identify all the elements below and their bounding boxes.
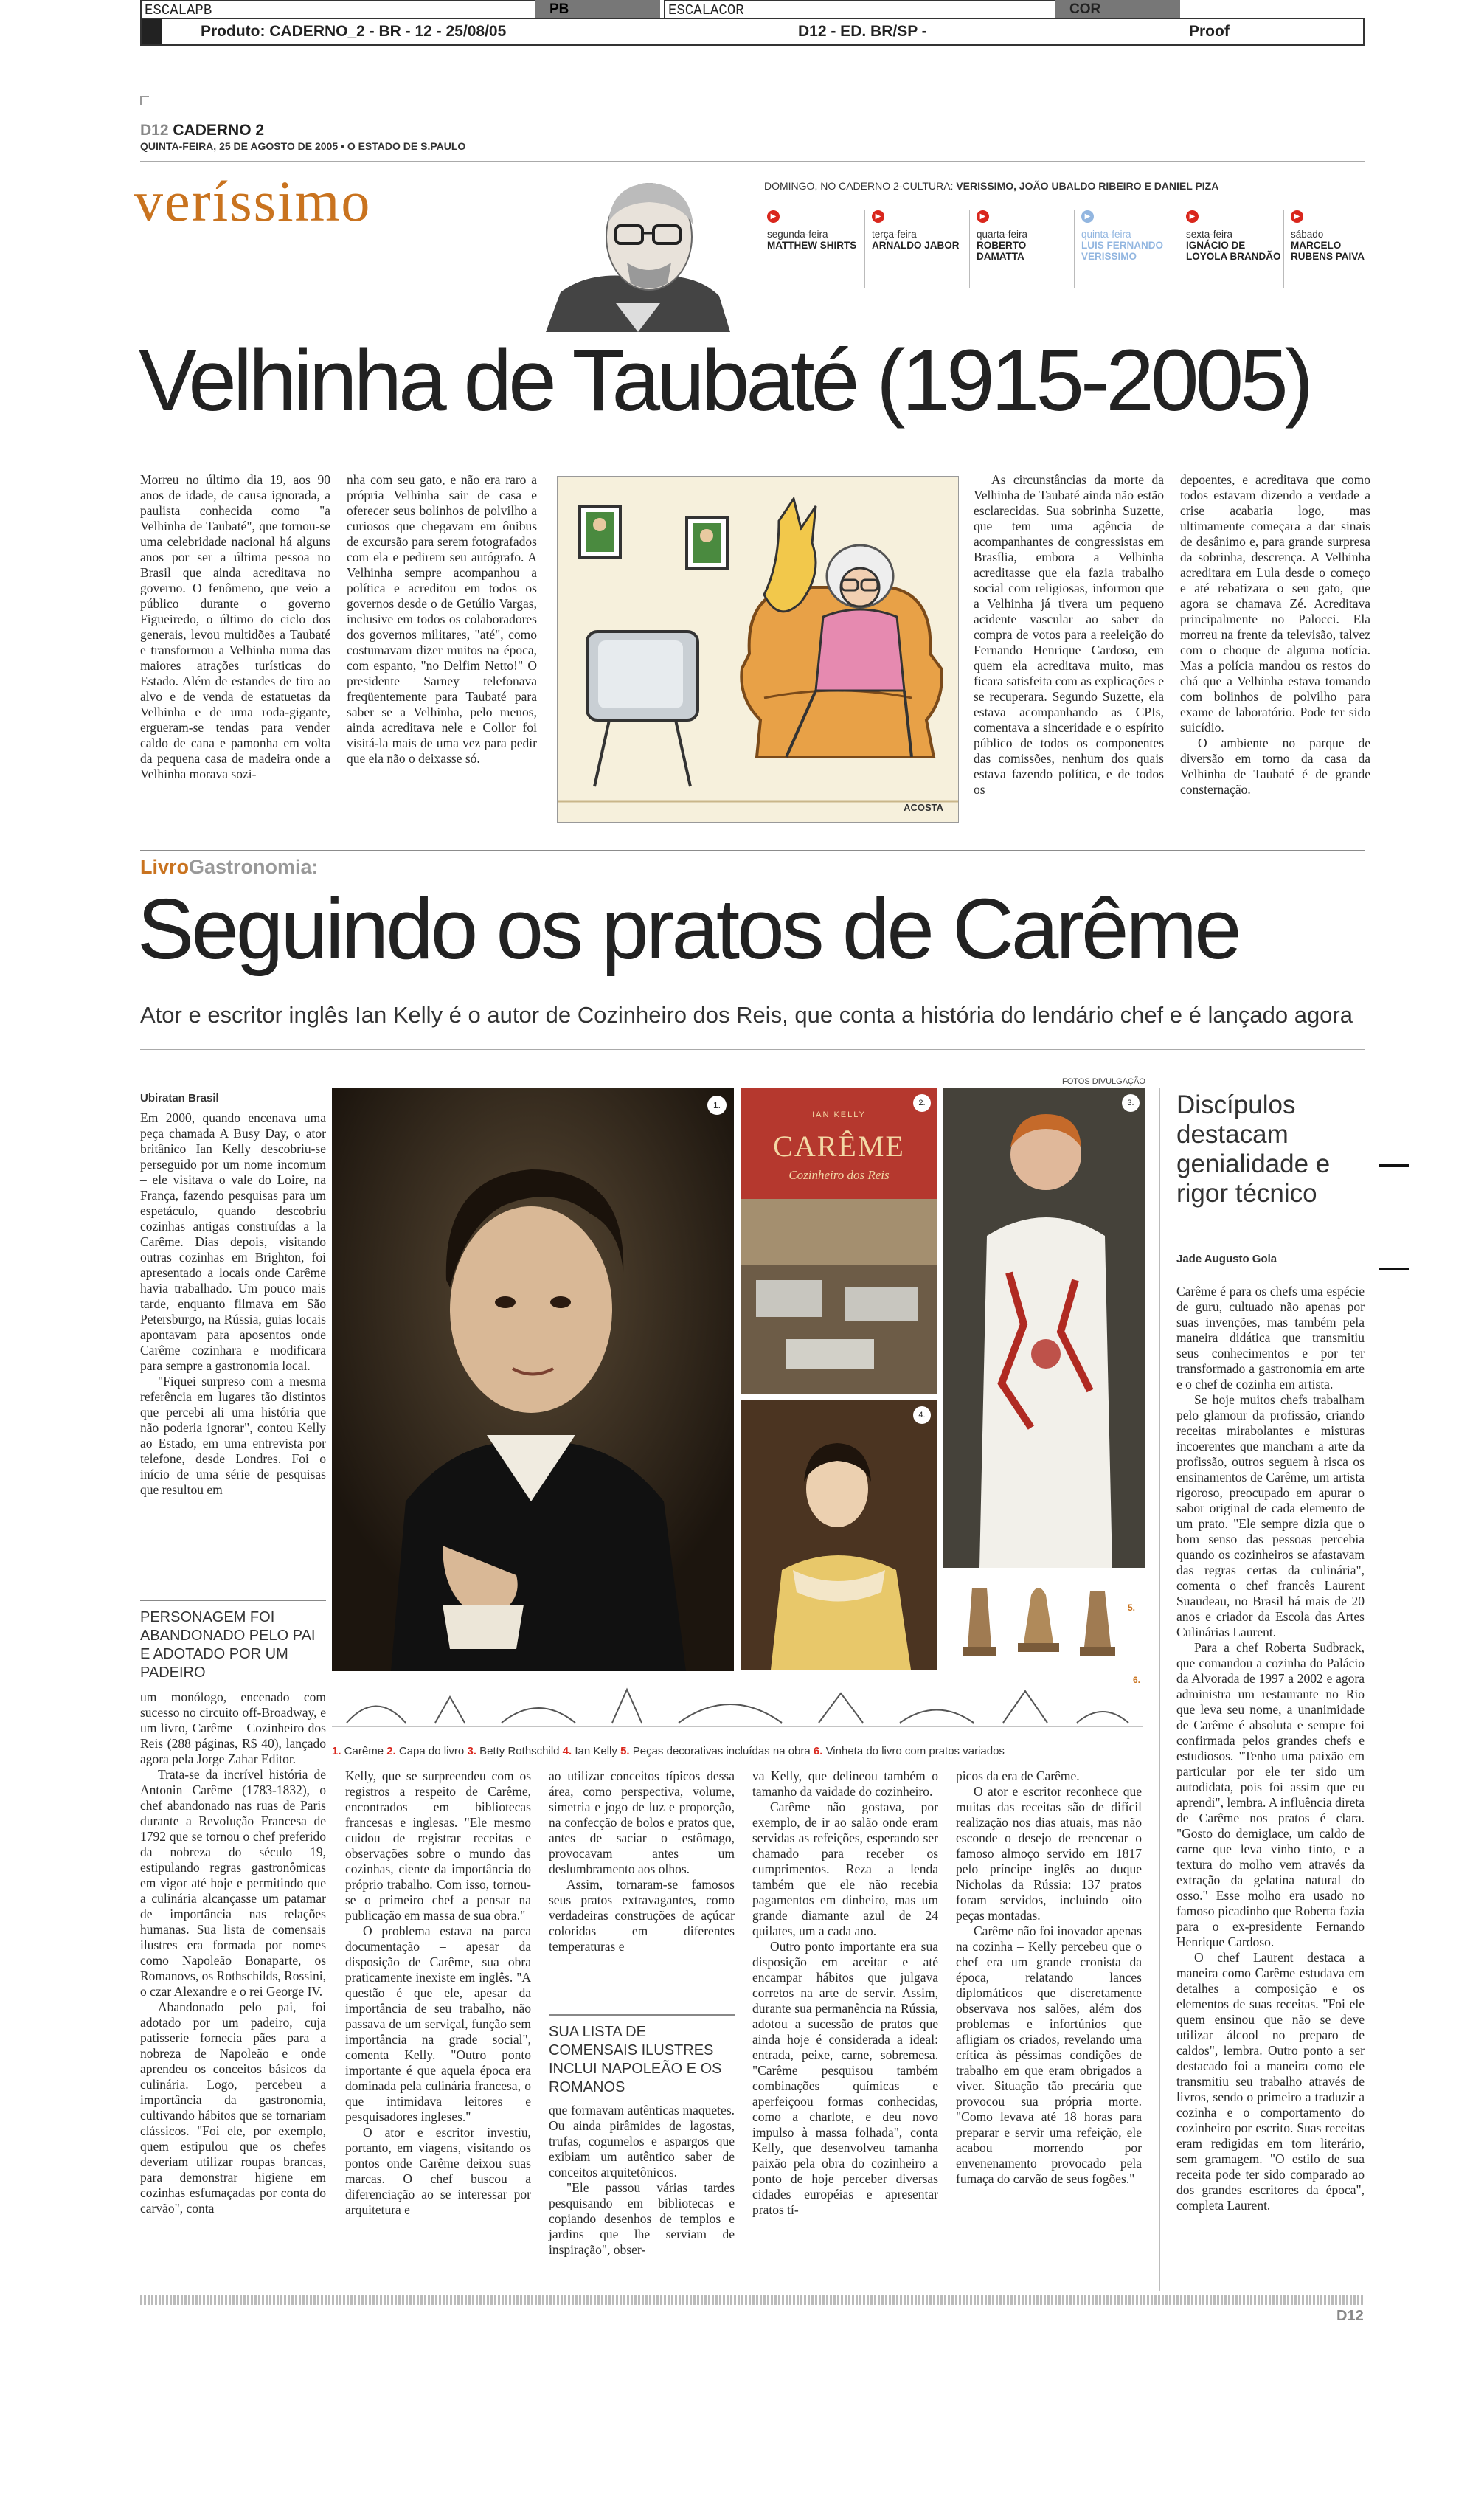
section-header (140, 122, 264, 139)
article2-kicker: LivroGastronomia: (140, 856, 319, 878)
photo-label-1: 1. (707, 1096, 727, 1115)
book-subtitle: Cozinheiro dos Reis (788, 1168, 890, 1182)
slug-bar (140, 18, 1365, 46)
production-slug (140, 0, 1365, 46)
slug-escalapb: ESCALAPB (140, 0, 549, 19)
article2-col3-top: ao utilizar conceitos típicos dessa área, como perspectiva, volume, simetria e jogo de luz e proporção, na confecção de bolos e pratos que, antes de saciar o estômago, provocavam antes um deslumbramento aos olhos. Assim, tornaram-se famosos seus pratos extravagantes, como verdadeiras construções de açúcar coloridas em diferentes temperaturas e (549, 1769, 735, 1954)
book-title: CARÊME (773, 1130, 905, 1163)
play-icon: ▶ (767, 210, 780, 223)
dateline: QUINTA-FEIRA, 25 DE AGOSTO DE 2005 • O ESTADO DE S.PAULO (140, 140, 466, 152)
photo-betty-rothschild (741, 1400, 937, 1670)
article2-deck: Ator e escritor inglês Ian Kelly é o autor de Cozinheiro dos Reis, que conta a história do lendário chef e é lançado agora (140, 1002, 1353, 1028)
photo-label-5: 5. (1127, 1603, 1135, 1613)
pullquote-2: SUA LISTA DE COMENSAIS ILUSTRES INCLUI NAPOLEÃO E OS ROMANOS (549, 2014, 735, 2097)
schedule-saturday[interactable]: ▶ sábado MARCELO RUBENS PAIVA (1291, 210, 1372, 262)
footer-page: D12 (1336, 2308, 1364, 2324)
schedule-thursday[interactable]: ▶ quinta-feira LUIS FERNANDO VERISSIMO (1081, 210, 1177, 262)
crop-mark (140, 96, 149, 105)
schedule-monday[interactable]: ▶ segunda-feira MATTHEW SHIRTS (767, 210, 863, 251)
page-number: D12 (140, 122, 169, 139)
article1-col3: As circunstâncias da morte da Velhinha de Taubaté ainda não estão esclarecidas. Sua sobrinha Suzette, que tem uma agência de acompanhantes de congressistas em Brasília, embora a Velhinha acreditasse que ela fazia trabalho social com religiosas, informou que a Velhinha já tivera um pequeno acidente vascular ao saber da compra de votos para a reeleição do Fernando Henrique Cardoso, em quem ela acreditava muito, mas ficara satisfeita com as explicações e se recuperara. Segundo Suzette, ela estava acompanhando as CPIs, comentava a sinceridade e o espírito público de todos os componentes das comissões, nenhum dos quais estava fazendo política, e de todos os (974, 472, 1164, 797)
pullquote-1: PERSONAGEM FOI ABANDONADO PELO PAI E ADOTADO POR UM PADEIRO (140, 1600, 326, 1682)
slug-cor: COR (1055, 0, 1180, 19)
article1-col2: nha com seu gato, e não era raro a própria Velhinha sair de casa e oferecer seus bolinhos de polvilho a curiosos que chegavam em ônibus de excursão para serem fotografados com ela e pedirem seu autógrafo. A Velhinha sempre acompanhou a política e acreditou em todos os governos desde o de Getúlio Vargas, inclusive em todos os colaboradores dos governos militares, "até", como costumavam dizer muitos na época, com espanto, "no Delfim Netto!" O presidente Sarney telefonava freqüentemente para Taubaté para saber se a Velhinha, pelo menos, ainda acreditava nele e Collor foi visitá-la mais de uma vez para pedir que ela não o deixasse só. (347, 472, 537, 766)
schedule-wednesday[interactable]: ▶ quarta-feira ROBERTO DAMATTA (977, 210, 1072, 262)
article2-col5: picos da era de Carême. O ator e escritor reconhece que muitas das receitas são de difícil realização nos dias atuais, mas não esconde o desejo de reencenar o famoso almoço servido em 1817 pelo príncipe inglês ao duque Nicholas da Rússia: 137 pratos foram servidos, incluindo oito peças montadas. Carême não foi inovador apenas na cozinha – Kelly percebeu que o chef era um grande cronista da época, relatando lances diplomáticos que discretamente observava nos salões, além dos problemas e infortúnios que afligiam os criados, revelando uma crítica às péssimas condições de trabalho em que eram obrigados a viver. Situação tão precária que provocou sua própria morte. "Como levava até 18 horas para preparar e servir uma refeição, ele acabou morrendo por envenenamento provocado pela fumaça do carvão de seus fogões." (956, 1769, 1142, 2186)
article2-col2: Kelly, que se surpreendeu com os registros a respeito de Carême, encontrados em bibliotecas francesas e inglesas. "Ele mesmo cuidou de registrar receitas e observações sobre o mundo das cozinhas, ciente da importância do próprio trabalho. Com isso, tornou-se o primeiro chef a pensar na publicação em massa de sua obra." O problema estava na parca documentação – apesar da disposição de Carême, sua obra praticamente inexiste em inglês. "A questão é que ele, apesar da importância de seu trabalho, não passava de um serviçal, função sem importância na grade social", comenta Kelly. "Outro ponto importante é que aquela época era dominada pela culinária francesa, o que intimidava leitores e pesquisadores ingleses." O ator e escritor investiu, portanto, em viagens, visitando os pontos onde Carême deixou suas marcas. O chef buscou a diferenciação ao se interessar por arquitetura e (345, 1769, 531, 2217)
cartoon-illustration (557, 476, 959, 823)
sidebar-headline: Discípulos destacam genialidade e rigor técnico (1176, 1090, 1331, 1208)
columnist-name: veríssimo (134, 169, 372, 233)
columnist-portrait (546, 167, 730, 332)
play-icon: ▶ (977, 210, 989, 223)
photo-caption: 1. Carême 2. Capa do livro 3. Betty Rothschild 4. Ian Kelly 5. Peças decorativas incluídas na obra 6. Vinheta do livro com pratos variados (332, 1745, 1005, 1757)
play-icon: ▶ (1081, 210, 1094, 223)
play-icon: ▶ (872, 210, 884, 223)
article2-col1-top: Em 2000, quando encenava uma peça chamada A Busy Day, o ator britânico Ian Kelly descobriu-se perseguido por um nome incomum – ele visitava o vale do Loire, na França, fazendo pesquisas para um espetáculo, quando descobriu cozinhas antigas construídas a la Carême. Dias depois, visitando outras cozinhas em Brighton, foi apresentado a locais onde Carême havia trabalhado. Um pouco mais tarde, enquanto filmava em São Petersburgo, na Rússia, guias locais apontavam para aposentos onde Carême cozinhara e modificara para sempre a gastronomia local. "Fiquei surpreso com a mesma referência em lugares tão distintos que percebi ali uma história que não poderia ignorar", contou Kelly ao Estado, em uma entrevista por telefone, desde Londres. Foi o início de uma série de pesquisas que resultou em (140, 1110, 326, 1497)
photo-label-6: 6. (1132, 1675, 1140, 1685)
photo-credit: FOTOS DIVULGAÇÃO (1062, 1077, 1145, 1086)
play-icon: ▶ (1186, 210, 1199, 223)
photo-careme-portrait (332, 1088, 734, 1671)
footer-rule (140, 2295, 1365, 2305)
sidebar-body: Carême é para os chefs uma espécie de guru, cultuado não apenas por suas invenções, mas também pela maneira didática que transmitiu seus conhecimentos e por ter transformado a gastronomia em arte e o chef de cozinha em artista. Se hoje muitos chefs trabalham pelo glamour da profissão, criando receitas mirabolantes e misturas incoerentes que mancham a arte da profissão, outros seguem à risca os ensinamentos de Carême, um artista rigoroso, preocupado em apurar o sabor original de cada elemento de um prato. "Ele sempre dizia que o bom senso das pessoas percebia quando os cozinheiros se afastavam das regras certas da culinária", comenta o chef francês Laurent Suaudeau, no Brasil há mais de 20 anos e criador da Escola das Artes Culinárias Laurent. Para a chef Roberta Sudbrack, que comandou a cozinha do Palácio da Alvorada de 1997 a 2002 e agora administra um restaurante no Rio que leva seu nome, a unanimidade de Carême é absoluta e sempre foi confirmada pelos grandes chefs e estudiosos. "Tenho uma paixão em particular por ele ter sido um autodidata, pois foi assim que eu aprendi", lembra. A influência direta de Carême nos pratos é clara. "Gosto do demiglace, um caldo de carne que leva vinho tinto, e a textura do molho vem através da extração da gelatina natural do osso." Esse molho era usado no famoso picadinho que Roberta fazia para o ex-presidente Fernando Henrique Cardoso. O chef Laurent destaca a maneira como Carême estudava em detalhes a composição e os elementos de suas receitas. "Foi ele quem ensinou que não se deve utilizar álcool no preparo de caldos", lembra. Outro ponto a ser destacado foi a maneira como ele transmitiu seu trabalho através de livros, sendo o primeiro a traduzir a cozinha e o comportamento do cozinheiro por escrito. Suas receitas eram redigidas em tom literário, sem gramagem. "O estilo de sua receita pode ter sido comparado ao dos grandes escritores da época", completa Laurent. (1176, 1284, 1365, 2213)
article1-headline: Velhinha de Taubaté (1915-2005) (139, 332, 1311, 429)
photo-book-cover (741, 1088, 937, 1394)
photo-label-2: 2. (913, 1094, 931, 1112)
slug-pb: PB (535, 0, 660, 19)
book-author: IAN KELLY (812, 1110, 866, 1119)
slug-proof: Proof (1189, 23, 1230, 40)
sunday-line: DOMINGO, NO CADERNO 2-CULTURA: VERISSIMO, JOÃO UBALDO RIBEIRO E DANIEL PIZA (764, 180, 1219, 192)
photo-label-4: 4. (913, 1406, 931, 1424)
photo-ian-kelly (943, 1088, 1145, 1568)
sidebar-marker-1 (1379, 1164, 1409, 1167)
article2-col4: va Kelly, que delineou também o tamanho da vaidade do cozinheiro. Carême não gostava, por exemplo, de ir ao salão onde eram servidas as refeições, esperando ser chamado para receber os cumprimentos. Reza a lenda também que ele não recebia pagamentos em dinheiro, mas um grande diamante azul de 24 quilates, um a cada ano. Outro ponto importante era sua disposição em aceitar e até encampar hábitos que julgava corretos na arte de servir. Assim, durante sua permanência na Rússia, adotou a sucessão de pratos que ainda hoje é considerada a ideal: entrada, peixe, carne, sobremesa. "Carême pesquisou também combinações químicas e aperfeiçoou formas conhecidas, como a charlote, e deu novo impulso à massa folhada", conta Kelly, que desenvolveu tamanha paixão pela obra do cozinheiro a ponto de hoje perceber diversas cidades européias e apresentar pratos tí- (752, 1769, 938, 2217)
photo-decorative-pieces (943, 1573, 1145, 1669)
article1-col1: Morreu no último dia 19, aos 90 anos de idade, de causa ignorada, a paulista conhecida como "a Velhinha de Taubaté", que tornou-se uma celebridade nacional há alguns anos por ser a última pessoa no Brasil que ainda acreditava no governo. O fenômeno, que veio a público durante o governo Figueiredo, o último do ciclo dos generais, levou multidões a Taubaté e transformou a Velhinha numa das maiores atrações turísticas do Estado. Além de estandes de tiro ao alvo e de venda de estatuetas da Velhinha e de uma roda-gigante, ergueram-se tendas para vender caldo de cana e pamonha em volta da pequena casa de madeira onde a Velhinha morava sozi- (140, 472, 330, 781)
article2-byline: Ubiratan Brasil (140, 1092, 219, 1104)
article2-headline: Seguindo os pratos de Carême (137, 881, 1239, 977)
slug-product: Produto: CADERNO_2 - BR - 12 - 25/08/05 (201, 23, 507, 40)
schedule-tuesday[interactable]: ▶ terça-feira ARNALDO JABOR (872, 210, 968, 251)
article1-col4: depoentes, e acreditava que como todos estavam dizendo a verdade a crise acabaria logo, mas ultimamente começara a dar sinais de desânimo e, para grande surpresa da sobrinha, descrença. A Velhinha acreditara em Lula desde o começo e até rebatizara o seu gato, que agora se chamava Zé. Acreditava principalmente no Palocci. Ela morreu na frente da televisão, talvez com o choque de alguma notícia. Mas a polícia mandou os restos do chá que a Velhinha estava tomando com bolinhos de polvilho para exame de laboratório. Pode ter sido suicídio. O ambiente no parque de diversão em torno da casa da Velhinha de Taubaté é de grande consternação. (1180, 472, 1370, 797)
slug-edition: D12 - ED. BR/SP - (798, 23, 927, 40)
illustrator-signature: ACOSTA (904, 802, 943, 813)
sidebar-marker-2 (1379, 1268, 1409, 1270)
play-icon: ▶ (1291, 210, 1303, 223)
article2-col3-bottom: que formavam autênticas maquetes. Ou ainda pirâmides de lagostas, trufas, cogumelos e aspargos que exibiam um autêntico saber de conceitos arquitetônicos. "Ele passou várias tardes pesquisando em bibliotecas e copiando desenhos de templos e jardins que lhe serviam de inspiração", obser- (549, 2103, 735, 2257)
slug-escalacor: ESCALACOR (664, 0, 1066, 19)
photo-label-3: 3. (1122, 1094, 1140, 1112)
vignette-plates (332, 1675, 1143, 1730)
article2-col1-bottom: um monólogo, encenado com sucesso no circuito off-Broadway, e um livro, Carême – Cozinheiro dos Reis (288 páginas, R$ 40), lançado agora pela Jorge Zahar Editor. Trata-se da incrível história de Antonin Carême (1783-1832), o chef abandonado nas ruas de Paris durante a Revolução Francesa de 1792 que se tornou o chef preferido da nobreza do século 19, estipulando regras gastronômicas em vigor até hoje e permitindo que a culinária alcançasse um patamar de importância nas relações humanas. Sua lista de comensais ilustres era formada por nomes como Napoleão Bonaparte, os Romanovs, os Rothschilds, Rossini, o czar Alexandre e o rei George IV. Abandonado pelo pai, foi adotado por um padeiro, cuja patisserie fornecia pães para a nobreza de Napoleão e onde aprendeu os conceitos básicos da culinária. Logo, percebeu a importância da gastronomia, cultivando hábitos que se tornariam clássicos. "Foi ele, por exemplo, quem estipulou que os chefes deveriam utilizar roupas brancas, para demonstrar higiene em cozinhas esfumaçadas por conta do carvão", conta (140, 1690, 326, 2216)
schedule-friday[interactable]: ▶ sexta-feira IGNÁCIO DE LOYOLA BRANDÃO (1186, 210, 1282, 262)
section-name: CADERNO 2 (173, 122, 265, 139)
sidebar-byline: Jade Augusto Gola (1176, 1253, 1277, 1265)
